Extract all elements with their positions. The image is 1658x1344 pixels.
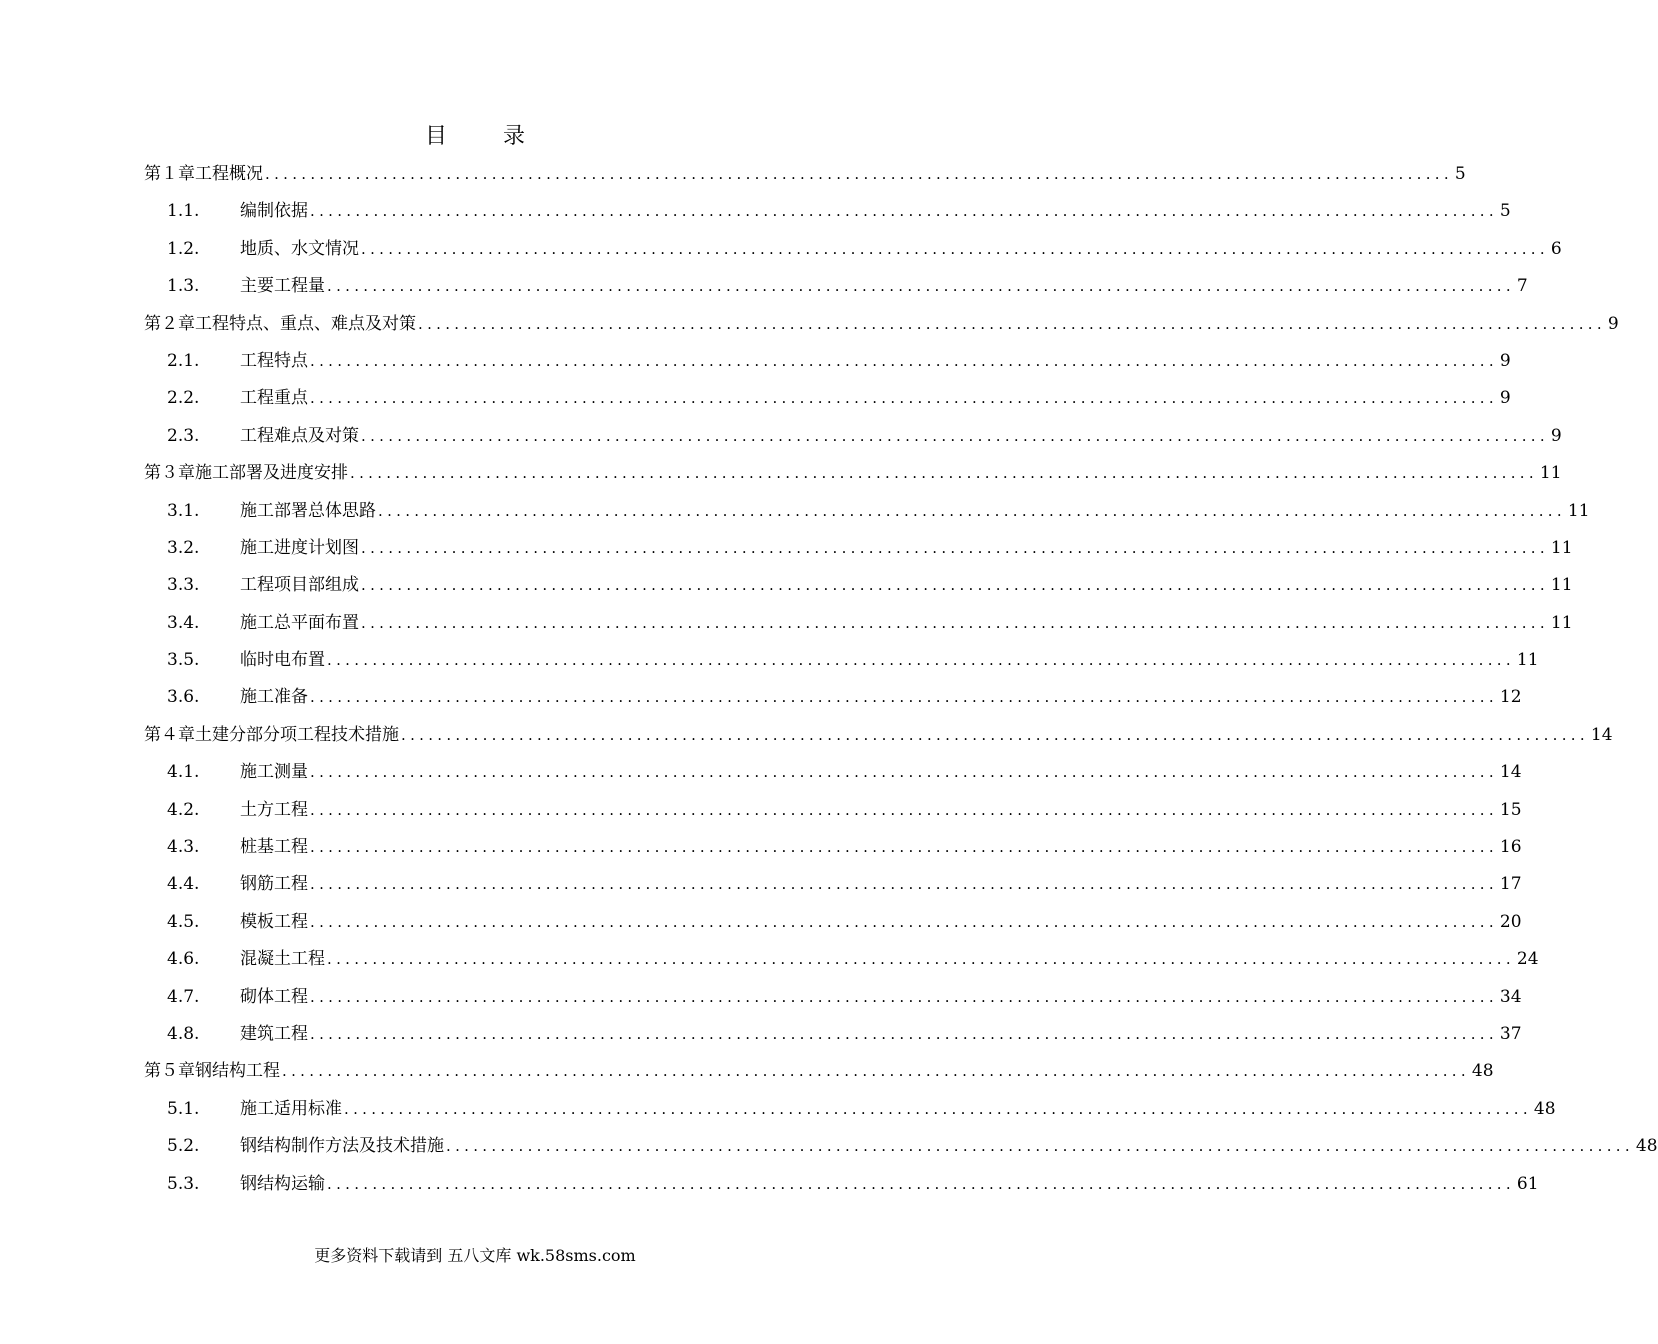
toc-entry-label: 编制依据 <box>240 201 308 222</box>
toc-entry-number: 3.6. <box>167 687 200 708</box>
toc-entry-label: 地质、水文情况 <box>240 238 359 259</box>
toc-page-number: 37 <box>1499 1023 1522 1044</box>
toc-section-entry[interactable] <box>144 866 1522 903</box>
toc-entry-label: 砌体工程 <box>240 986 308 1007</box>
toc-chapter-entry[interactable] <box>144 455 1562 492</box>
toc-dot-leader: ................................................................................................................................... <box>344 1099 1532 1118</box>
toc-dot-leader: ................................................................................................................................... <box>350 464 1538 483</box>
toc-dot-leader: ................................................................................................................................... <box>310 912 1498 931</box>
toc-entry-label: 工程特点 <box>240 350 308 371</box>
footer-note: 更多资料下载请到 五八文库 wk.58sms.com <box>314 1246 636 1265</box>
toc-dot-leader: ................................................................................................................................... <box>310 800 1498 819</box>
toc-entry-label: 施工总平面布置 <box>240 612 359 633</box>
toc-page-number: 14 <box>1590 724 1613 745</box>
toc-section-entry[interactable] <box>144 605 1573 642</box>
toc-entry-label: 施工准备 <box>240 687 308 708</box>
toc-section-entry[interactable] <box>144 530 1573 567</box>
toc-page-number: 11 <box>1516 650 1539 671</box>
toc-entry-number: 3.5. <box>167 650 200 671</box>
toc-entry-number: 5.1. <box>167 1098 200 1119</box>
toc-dot-leader: ................................................................................................................................... <box>361 426 1549 445</box>
toc-section-entry[interactable] <box>144 418 1562 455</box>
toc-dot-leader: ................................................................................................................................... <box>310 838 1498 857</box>
toc-dot-leader: ................................................................................................................................... <box>310 1024 1498 1043</box>
toc-section-entry[interactable] <box>144 567 1573 604</box>
toc-chapter-entry[interactable] <box>144 156 1466 193</box>
toc-section-entry[interactable] <box>144 754 1522 791</box>
toc-entry-label: 施工测量 <box>240 762 308 783</box>
toc-section-entry[interactable] <box>144 343 1511 380</box>
toc-entry-label: 工程项目部组成 <box>240 575 359 596</box>
toc-entry-label: 施工进度计划图 <box>240 537 359 558</box>
toc-section-entry[interactable] <box>144 979 1522 1016</box>
toc-entry-number: 4.2. <box>167 799 200 820</box>
toc-entry-number: 4.7. <box>167 986 200 1007</box>
page-title <box>0 120 950 154</box>
toc-entry-label: 第３章施工部署及进度安排 <box>144 463 348 484</box>
toc-entry-number: 2.3. <box>167 425 200 446</box>
toc-entry-label: 第４章土建分部分项工程技术措施 <box>144 724 399 745</box>
toc-dot-leader: ................................................................................................................................... <box>327 950 1515 969</box>
toc-entry-number: 1.1. <box>167 201 200 222</box>
toc-dot-leader: ................................................................................................................................... <box>310 351 1498 370</box>
toc-dot-leader: ................................................................................................................................... <box>446 1137 1634 1156</box>
toc-page-number: 5 <box>1499 201 1511 222</box>
toc-section-entry[interactable] <box>144 829 1522 866</box>
toc-section-entry[interactable] <box>144 679 1522 716</box>
toc-page-number: 11 <box>1550 612 1573 633</box>
toc-entry-label: 工程重点 <box>240 388 308 409</box>
toc-page-number: 48 <box>1533 1098 1556 1119</box>
toc-dot-leader: ................................................................................................................................... <box>418 314 1606 333</box>
toc-dot-leader: ................................................................................................................................... <box>361 576 1549 595</box>
toc-entry-number: 1.2. <box>167 238 200 259</box>
toc-section-entry[interactable] <box>144 642 1539 679</box>
toc-chapter-entry[interactable] <box>144 306 1619 343</box>
toc-dot-leader: ................................................................................................................................... <box>401 725 1589 744</box>
toc-entry-label: 施工部署总体思路 <box>240 500 376 521</box>
toc-entry-number: 2.1. <box>167 350 200 371</box>
toc-page-number: 16 <box>1499 837 1522 858</box>
toc-page-number: 61 <box>1516 1173 1539 1194</box>
toc-dot-leader: ................................................................................................................................... <box>327 277 1515 296</box>
toc-page-number: 9 <box>1499 388 1511 409</box>
toc-entry-label: 主要工程量 <box>240 276 325 297</box>
toc-section-entry[interactable] <box>144 792 1522 829</box>
toc-section-entry[interactable] <box>144 1091 1556 1128</box>
toc-entry-number: 4.3. <box>167 837 200 858</box>
toc-chapter-entry[interactable] <box>144 717 1613 754</box>
toc-section-entry[interactable] <box>144 941 1539 978</box>
toc-entry-label: 第１章工程概况 <box>144 164 263 184</box>
toc-dot-leader: ................................................................................................................................... <box>327 1174 1515 1193</box>
toc-dot-leader: ................................................................................................................................... <box>310 688 1498 707</box>
toc-entry-label: 模板工程 <box>240 911 308 932</box>
toc-dot-leader: ................................................................................................................................... <box>310 389 1498 408</box>
toc-page-number: 20 <box>1499 911 1522 932</box>
toc-section-entry[interactable] <box>144 904 1522 941</box>
toc-page-number: 9 <box>1499 350 1511 371</box>
toc-page-number: 11 <box>1539 463 1562 484</box>
toc-section-entry[interactable] <box>144 1128 1658 1165</box>
toc-entry-number: 5.2. <box>167 1136 200 1157</box>
toc-page-number: 6 <box>1550 238 1562 259</box>
toc-entry-number: 3.4. <box>167 612 200 633</box>
toc-entry-number: 3.3. <box>167 575 200 596</box>
toc-entry-label: 施工适用标准 <box>240 1098 342 1119</box>
toc-entry-label: 建筑工程 <box>240 1023 308 1044</box>
toc-entry-label: 土方工程 <box>240 799 308 820</box>
toc-entry-number: 4.6. <box>167 949 200 970</box>
toc-entry-label: 钢筋工程 <box>240 874 308 895</box>
toc-entry-label: 桩基工程 <box>240 837 308 858</box>
toc-entry-label: 第２章工程特点、重点、难点及对策 <box>144 313 416 334</box>
toc-entry-number: 4.8. <box>167 1023 200 1044</box>
toc-entry-number: 5.3. <box>167 1173 200 1194</box>
toc-section-entry[interactable] <box>144 380 1511 417</box>
toc-page-number: 48 <box>1471 1061 1494 1082</box>
toc-page-number: 5 <box>1454 164 1466 184</box>
toc-page-number: 11 <box>1550 575 1573 596</box>
toc-page-number: 48 <box>1635 1136 1658 1157</box>
toc-dot-leader: ................................................................................................................................... <box>265 165 1453 183</box>
toc-section-entry[interactable] <box>144 268 1528 305</box>
toc-entry-number: 4.5. <box>167 911 200 932</box>
toc-entry-label: 钢结构制作方法及技术措施 <box>240 1136 444 1157</box>
toc-chapter-entry[interactable] <box>144 1053 1494 1090</box>
toc-section-entry[interactable] <box>144 193 1511 230</box>
page-title-part2: 录 <box>503 124 526 149</box>
toc-entry-label: 第５章钢结构工程 <box>144 1061 280 1082</box>
table-of-contents <box>144 156 1658 1203</box>
toc-dot-leader: ................................................................................................................................... <box>361 239 1549 258</box>
toc-entry-number: 4.4. <box>167 874 200 895</box>
page-title-part1: 目 <box>424 124 447 149</box>
toc-page-number: 7 <box>1516 276 1528 297</box>
toc-section-entry[interactable] <box>144 231 1562 268</box>
toc-entry-number: 1.3. <box>167 276 200 297</box>
toc-page-number: 11 <box>1550 537 1573 558</box>
toc-entry-number: 3.2. <box>167 537 200 558</box>
toc-dot-leader: ................................................................................................................................... <box>361 538 1549 557</box>
toc-section-entry[interactable] <box>144 493 1590 530</box>
toc-page-number: 14 <box>1499 762 1522 783</box>
toc-dot-leader: ................................................................................................................................... <box>327 651 1515 670</box>
toc-page-number: 12 <box>1499 687 1522 708</box>
toc-dot-leader: ................................................................................................................................... <box>361 613 1549 632</box>
toc-page-number: 15 <box>1499 799 1522 820</box>
toc-dot-leader: ................................................................................................................................... <box>378 501 1566 520</box>
toc-section-entry[interactable] <box>144 1166 1539 1203</box>
toc-entry-label: 钢结构运输 <box>240 1173 325 1194</box>
toc-entry-number: 4.1. <box>167 762 200 783</box>
toc-page-number: 9 <box>1607 313 1619 334</box>
toc-dot-leader: ................................................................................................................................... <box>310 763 1498 782</box>
toc-entry-label: 临时电布置 <box>240 650 325 671</box>
toc-entry-label: 工程难点及对策 <box>240 425 359 446</box>
toc-section-entry[interactable] <box>144 1016 1522 1053</box>
toc-page-number: 11 <box>1567 500 1590 521</box>
toc-page-number: 9 <box>1550 425 1562 446</box>
toc-dot-leader: ................................................................................................................................... <box>282 1062 1470 1081</box>
toc-entry-label: 混凝土工程 <box>240 949 325 970</box>
toc-dot-leader: ................................................................................................................................... <box>310 875 1498 894</box>
toc-page-number: 24 <box>1516 949 1539 970</box>
toc-dot-leader: ................................................................................................................................... <box>310 202 1498 221</box>
toc-page-number: 34 <box>1499 986 1522 1007</box>
toc-entry-number: 2.2. <box>167 388 200 409</box>
toc-entry-number: 3.1. <box>167 500 200 521</box>
toc-page-number: 17 <box>1499 874 1522 895</box>
toc-dot-leader: ................................................................................................................................... <box>310 987 1498 1006</box>
